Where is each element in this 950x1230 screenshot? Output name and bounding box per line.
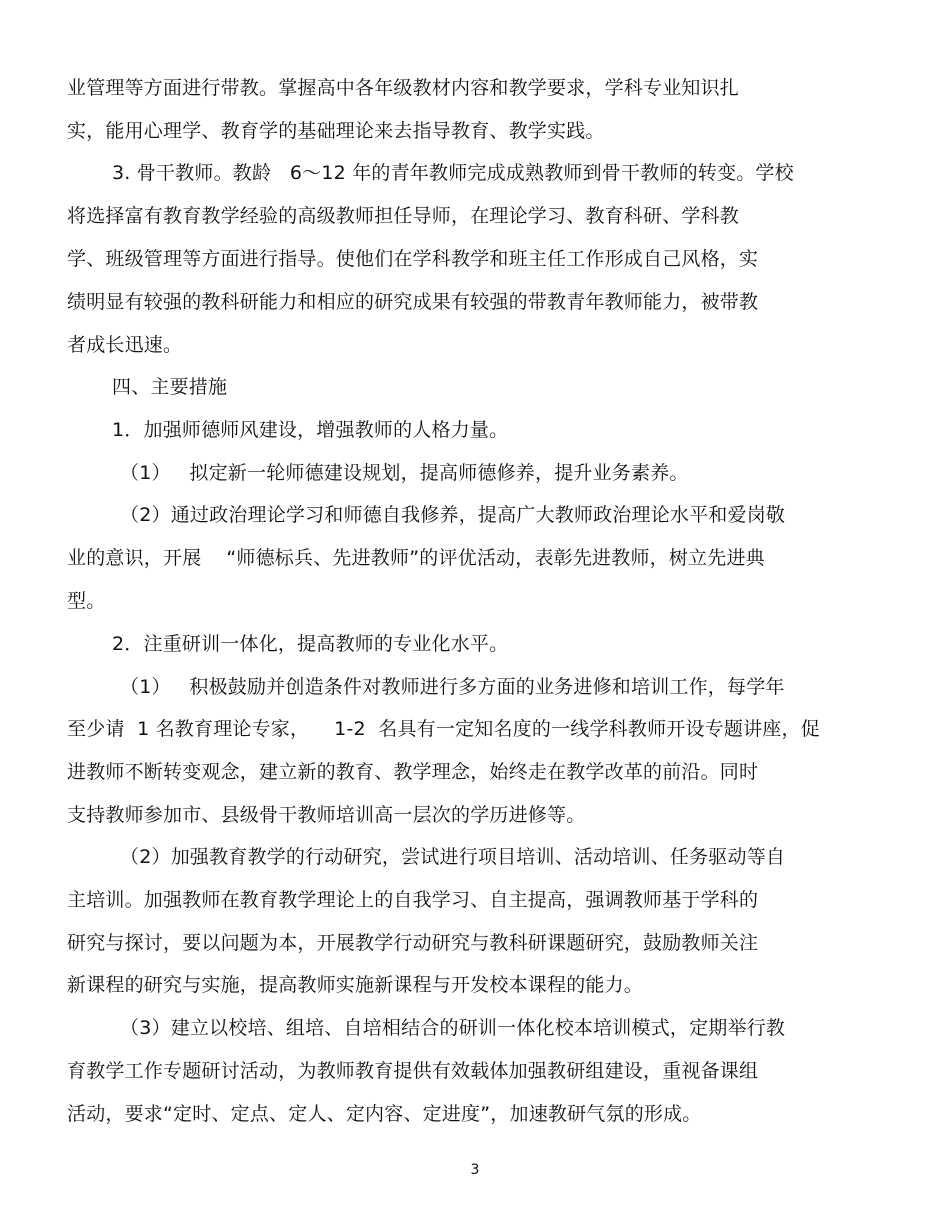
text-line: 至少请 1 名教育理论专家， 1-2 名具有一定知名度的一线学科教师开设专题讲座，促	[67, 718, 820, 740]
page-number: 3	[470, 1162, 480, 1178]
text-line: 实，能用心理学、教育学的基础理论来去指导教育、教学实践。	[67, 120, 605, 142]
text-line: （2）加强教育教学的行动研究，尝试进行项目培训、活动培训、任务驱动等自	[120, 846, 786, 868]
text-line: 主培训。加强教师在教育教学理论上的自我学习、自主提高，强调教师基于学科的	[67, 889, 759, 911]
text-line: （1） 拟定新一轮师德建设规划，提高师德修养，提升业务素养。	[120, 462, 689, 484]
text-line: 1．加强师德师风建设，增强教师的人格力量。	[112, 419, 509, 441]
text-line: （3）建立以校培、组培、自培相结合的研训一体化校本培训模式，定期举行教	[120, 1017, 786, 1039]
text-line: 绩明显有较强的教科研能力和相应的研究成果有较强的带教青年教师能力，被带教	[67, 291, 759, 313]
text-line: 者成长迅速。	[67, 334, 183, 356]
text-line: 学、班级管理等方面进行指导。使他们在学科教学和班主任工作形成自己风格，实	[67, 248, 759, 270]
text-line: 新课程的研究与实施，提高教师实施新课程与开发校本课程的能力。	[67, 974, 644, 996]
text-line: （1） 积极鼓励并创造条件对教师进行多方面的业务进修和培训工作，每学年	[120, 676, 785, 698]
text-line: （2）通过政治理论学习和师德自我修养，提高广大教师政治理论水平和爱岗敬	[120, 504, 786, 526]
text-line: 活动，要求“定时、定点、定人、定内容、定进度”，加速教研气氛的形成。	[67, 1103, 702, 1125]
text-line: 业的意识，开展 “师德标兵、先进教师”的评优活动，表彰先进教师，树立先进典	[67, 547, 765, 569]
text-line: 将选择富有教育教学经验的高级教师担任导师，在理论学习、教育科研、学科教	[67, 205, 740, 227]
section-heading: 四、主要措施	[112, 376, 228, 398]
text-line: 育教学工作专题研讨活动，为教师教育提供有效载体加强教研组建设，重视备课组	[67, 1060, 759, 1082]
text-line: 支持教师参加市、县级骨干教师培训高一层次的学历进修等。	[67, 804, 586, 826]
text-line: 业管理等方面进行带教。掌握高中各年级教材内容和教学要求，学科专业知识扎	[67, 77, 740, 99]
text-line: 型。	[67, 590, 106, 612]
text-line: 研究与探讨，要以问题为本，开展教学行动研究与教科研课题研究，鼓励教师关注	[67, 932, 759, 954]
text-line: 3. 骨干教师。教龄 6～12 年的青年教师完成成熟教师到骨干教师的转变。学校	[112, 162, 794, 184]
text-line: 2．注重研训一体化，提高教师的专业化水平。	[112, 633, 509, 655]
text-line: 进教师不断转变观念，建立新的教育、教学理念，始终走在教学改革的前沿。同时	[67, 761, 759, 783]
